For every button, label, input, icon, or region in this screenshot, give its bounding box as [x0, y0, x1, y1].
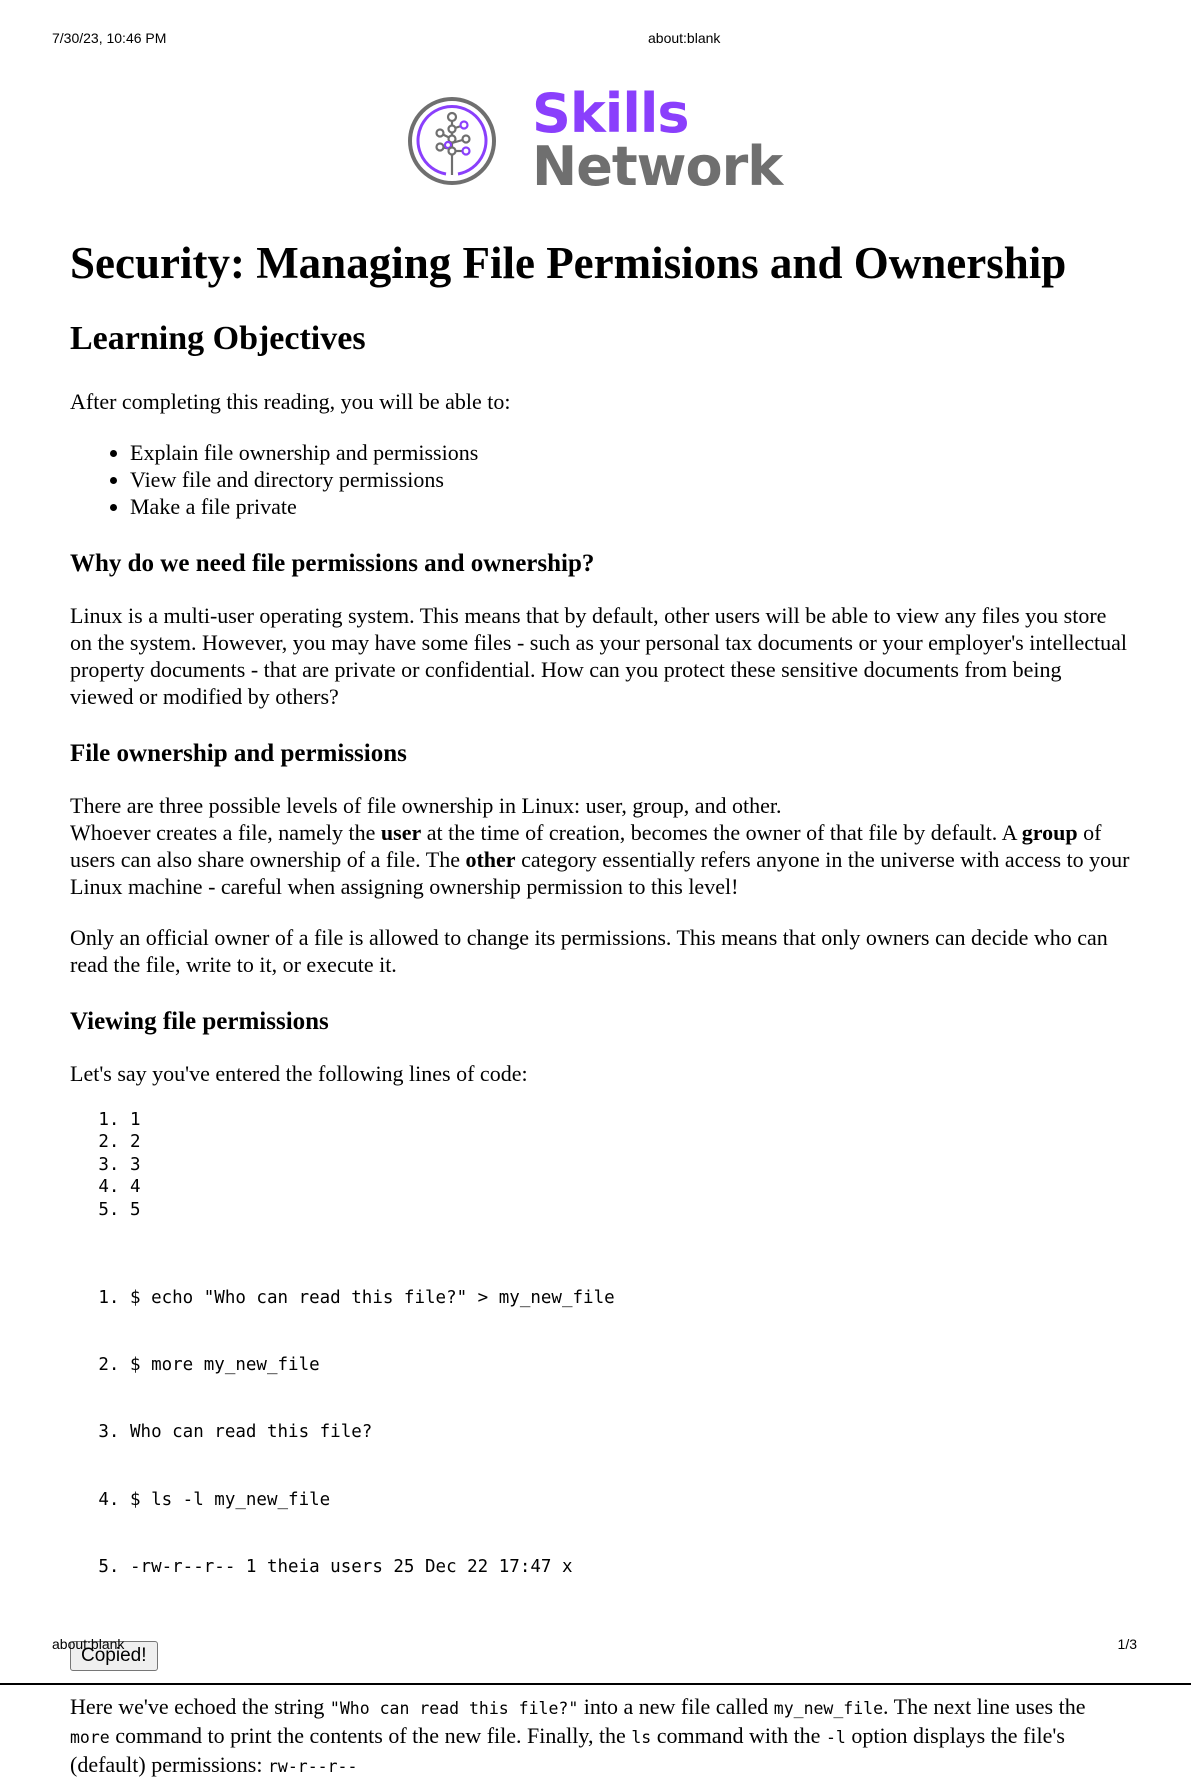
- term-group: group: [1021, 820, 1078, 845]
- page-title: Security: Managing File Permisions and Ownership: [70, 238, 1067, 288]
- inline-code: my_new_file: [773, 1698, 884, 1718]
- logo-skills-text: Skills: [532, 82, 689, 146]
- text-run: . The next line uses the: [883, 1693, 1086, 1719]
- objectives-heading: Learning Objectives: [70, 320, 366, 357]
- line-number: 5. 5: [130, 1199, 1130, 1221]
- inline-code: rw-r--r--: [267, 1756, 358, 1776]
- why-paragraph: Linux is a multi-user operating system. This means that by default, other users will be able to view any files you store on the system. However, you may have some files - such as your personal tax documents or your employer's intellectual property documents - that are private or confidential. How can you protect these sensitive documents from being viewed or modified by others?: [70, 603, 1127, 709]
- print-header-datetime: 7/30/23, 10:46 PM: [52, 30, 167, 46]
- code-line: 4. $ ls -l my_new_file: [130, 1489, 1130, 1511]
- viewing-heading: Viewing file permissions: [70, 1008, 329, 1035]
- list-item: • Explain file ownership and permissions: [130, 439, 1130, 466]
- term-user: user: [380, 820, 422, 845]
- why-heading: Why do we need file permissions and ownership?: [70, 550, 595, 577]
- text-run: Whoever creates a file, namely the: [70, 820, 381, 845]
- line-number: 3. 3: [130, 1154, 1130, 1176]
- owner-paragraph: Only an official owner of a file is allowed to change its permissions. This means that only owners can decide who can read the file, write to it, or execute it.: [70, 925, 1108, 977]
- objectives-intro: After completing this reading, you will be able to:: [70, 389, 511, 414]
- line-number: 4. 4: [130, 1176, 1130, 1198]
- ownership-paragraph: [70, 792, 1130, 900]
- code-line: 3. Who can read this file?: [130, 1421, 1130, 1443]
- text-run: at the time of creation, becomes the owner of that file by default. A: [421, 820, 1022, 845]
- list-item: • View file and directory permissions: [130, 466, 1130, 493]
- code-line: 5. -rw-r--r-- 1 theia users 25 Dec 22 17:47 x: [130, 1556, 1130, 1578]
- text-run: option displays the file's (default) permissions:: [70, 1722, 1065, 1777]
- logo-network-text: Network: [532, 135, 783, 198]
- print-footer-page: 1/3: [1117, 1636, 1137, 1652]
- viewing-intro: Let's say you've entered the following lines of code:: [70, 1061, 528, 1086]
- copy-button[interactable]: Copied!: [70, 1641, 158, 1671]
- explain-paragraph: [70, 1693, 1130, 1780]
- code-block: [70, 1242, 1130, 1623]
- list-item: • Make a file private: [130, 493, 1130, 520]
- line-number: 2. 2: [130, 1131, 1130, 1153]
- ownership-line1: There are three possible levels of file ownership in Linux: user, group, and other.: [70, 793, 782, 818]
- inline-code: more: [70, 1727, 110, 1747]
- line-number: 1. 1: [130, 1109, 1130, 1131]
- text-run: of users can also share ownership of a file. The: [70, 820, 1102, 872]
- text-run: into a new file called: [578, 1693, 774, 1719]
- code-line: 2. $ more my_new_file: [130, 1354, 1130, 1376]
- text-run: command to print the contents of the new file. Finally, the: [109, 1722, 632, 1748]
- inline-code: ls: [631, 1727, 652, 1747]
- objectives-list: [70, 439, 1130, 520]
- text-run: category essentially refers anyone in the universe with access to your Linux machine - careful when assigning ownership permission to this level!: [70, 847, 1130, 899]
- term-other: other: [465, 847, 516, 872]
- skills-network-tree-icon: [406, 95, 498, 187]
- text-run: command with the: [651, 1722, 826, 1748]
- print-footer-url: about:blank: [52, 1636, 125, 1652]
- ownership-heading: File ownership and permissions: [70, 740, 407, 767]
- inline-code: -l: [825, 1727, 846, 1747]
- code-line: 1. $ echo "Who can read this file?" > my_new_file: [130, 1287, 1130, 1309]
- print-header-title: about:blank: [648, 30, 721, 46]
- article: [70, 230, 1130, 1780]
- inline-code: "Who can read this file?": [329, 1698, 579, 1718]
- line-number-list: [70, 1109, 1130, 1221]
- text-run: Here we've echoed the string: [70, 1693, 330, 1719]
- skills-network-logo: [406, 82, 786, 198]
